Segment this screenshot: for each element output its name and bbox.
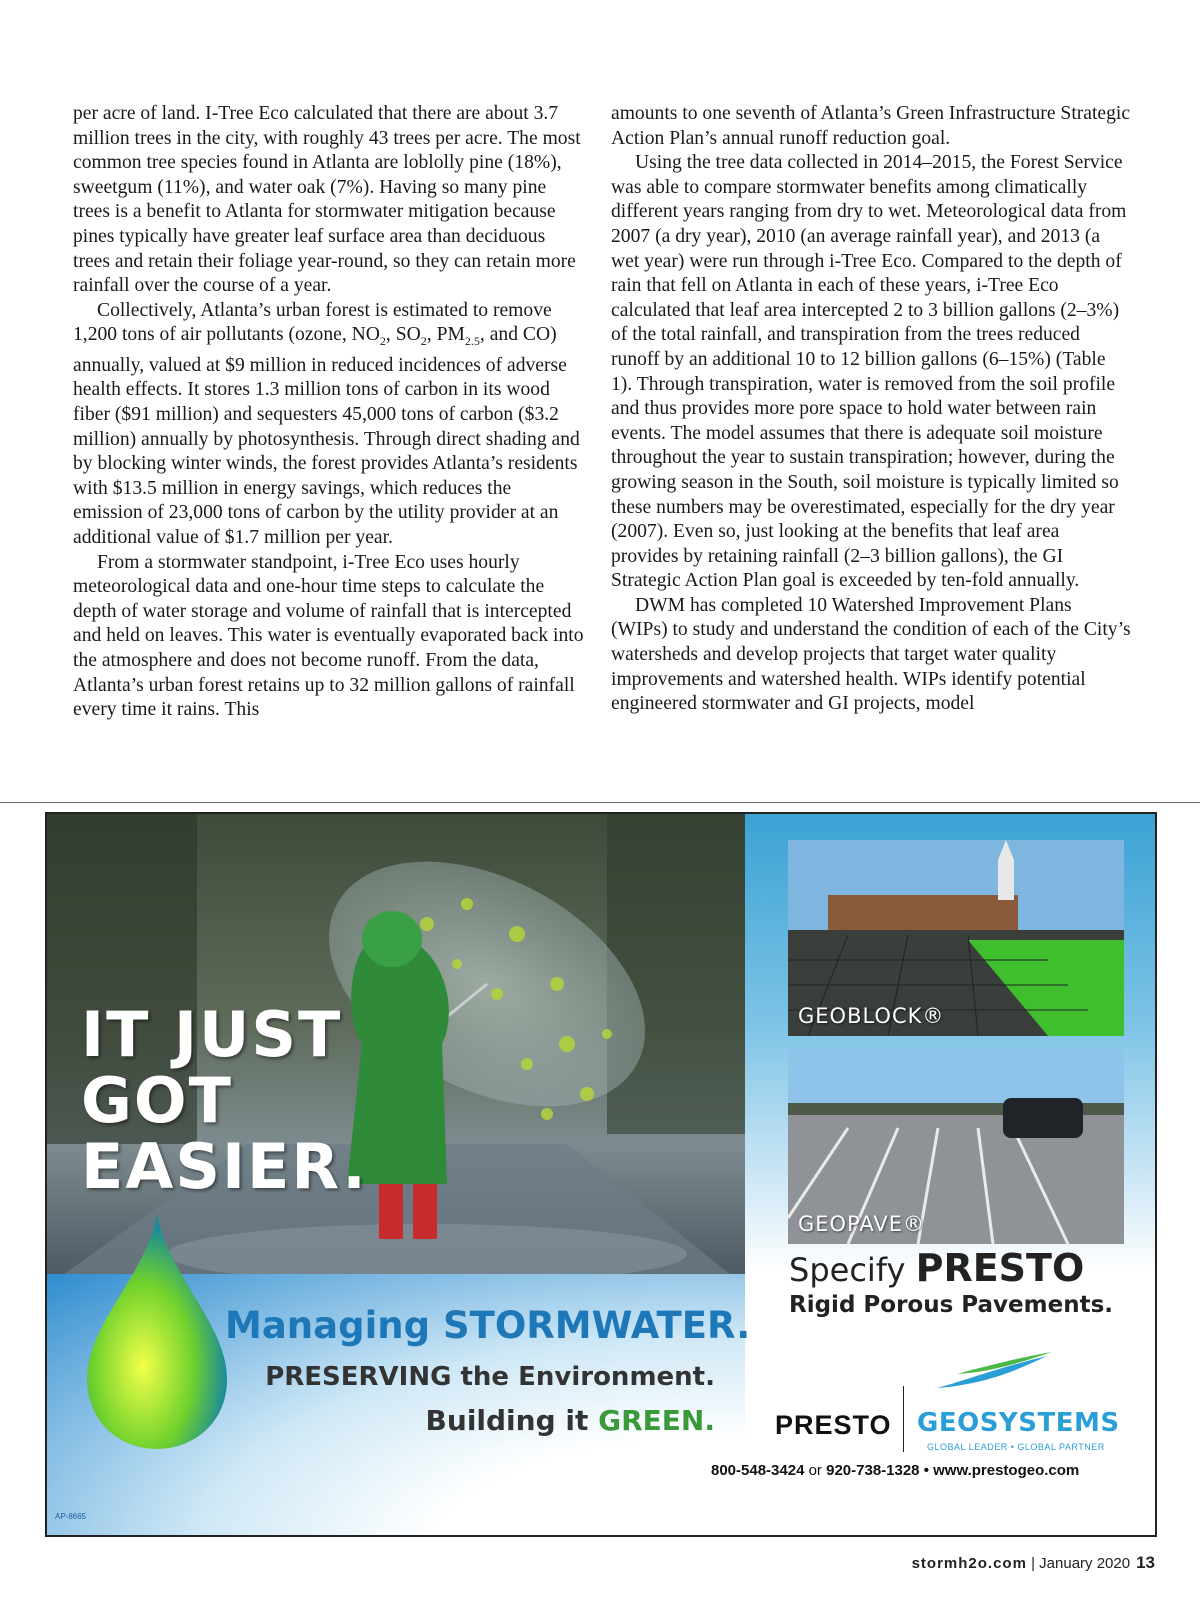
geosystems-slogan: GLOBAL LEADER • GLOBAL PARTNER xyxy=(927,1442,1105,1452)
paragraph: per acre of land. I-Tree Eco calculated that there are about 3.7 million trees in the city, with roughly 43 trees per acre. The most common tree species found in Atlanta are loblolly pine (18%), sweetgum (11%), and water oak (7%). Having so many pine trees is a benefit to Atlanta for stormwater mitigation because pines typically have greater leaf surface area than deciduous trees and retain their foliage year-round, so they can retain more rainfall over the course of a year. xyxy=(73,103,581,297)
text-run: , and CO) annually, valued at $9 million in reduced incidences of adverse health effects. It stores 1.3 million tons of carbon in its wood fiber ($91 million) and sequesters 45,000 tons of carbon ($3.2 million) annually by photosynthesis. Through direct shading and by blocking winter winds, the forest provides Atlanta’s residents with $13.5 million in energy savings, which reduces the emission of 23,000 tons of carbon by the utility provider at an additional value of $1.7 million per year. xyxy=(73,324,580,548)
phone-number[interactable]: 920-738-1328 xyxy=(826,1462,920,1479)
subscript: 2 xyxy=(379,334,386,349)
subscript: 2.5 xyxy=(464,334,480,349)
rigid-porous-pavements-text: Rigid Porous Pavements. xyxy=(789,1292,1113,1318)
specify-presto-heading xyxy=(789,1246,1084,1290)
text-run: , SO xyxy=(385,324,421,346)
specify-text: Specify xyxy=(789,1251,916,1289)
paragraph: From a stormwater standpoint, i-Tree Eco uses hourly meteorological data and one-hour time steps to calculate the depth of water storage and volume of rainfall that is intercepted and held on leaves. This water is eventually evaporated back into the atmosphere and does not become runoff. From the data, Atlanta’s urban forest retains up to 32 million gallons of rainfall every time it rains. This xyxy=(73,551,584,721)
tagline-text: Building it xyxy=(425,1404,599,1437)
phone-number[interactable]: 800-548-3424 xyxy=(711,1462,805,1479)
water-drop-icon xyxy=(77,1214,237,1454)
headline-line: IT JUST xyxy=(81,998,343,1071)
geosystems-swoosh-icon xyxy=(927,1350,1057,1394)
headline-line: GOT xyxy=(81,1064,233,1137)
ad-headline xyxy=(81,998,368,1203)
bullet-separator: • xyxy=(919,1462,934,1479)
geopave-photo xyxy=(788,1048,1124,1244)
geoblock-photo xyxy=(788,840,1124,1036)
paragraph: Using the tree data collected in 2014–2015, the Forest Service was able to compare stormwater benefits among climatically different years ranging from dry to wet. Meteorological data from 2007 (a dry year), 2010 (an average rainfall year), and 2013 (a wet year) were run through i-Tree Eco. Compared to the depth of rain that fell on Atlanta in each of these years, i-Tree Eco calculated that leaf area intercepted 2 to 3 billion gallons (2–3%) of the total rainfall, and transpiration from the trees reduced runoff by an additional 10 to 12 billion gallons (6–15%) (Table 1). Through transpiration, water is removed from the soil profile and thus provides more pore space to hold water between rain events. The model assumes that there is adequate soil moisture throughout the year to sustain transpiration; however, during the growing season in the South, soil moisture is typically limited so these numbers may be overestimated, especially for the dry year (2007). Even so, just looking at the benefits that leaf area provides by retaining rainfall (2–3 billion gallons), the GI Strategic Action Plan goal is exceeded by ten-fold annually. xyxy=(611,152,1127,592)
presto-logo-text: PRESTO xyxy=(775,1410,892,1440)
text-run: , PM xyxy=(426,324,465,346)
specify-brand: PRESTO xyxy=(915,1246,1085,1290)
section-divider xyxy=(0,802,1200,803)
logo-divider xyxy=(903,1386,904,1452)
contact-line xyxy=(711,1462,1079,1479)
advertisement[interactable] xyxy=(45,812,1157,1537)
preserving-environment-tagline: PRESERVING the Environment. xyxy=(265,1362,715,1392)
managing-stormwater-tagline: Managing STORMWATER. xyxy=(225,1304,751,1347)
paragraph: DWM has completed 10 Watershed Improvement Plans (WIPs) to study and understand the condition of each of the City’s watersheds and develop projects that target water quality improvements and watershed health. WIPs identify potential engineered stormwater and GI projects, model xyxy=(611,594,1131,715)
geoblock-label: GEOBLOCK® xyxy=(798,1004,945,1028)
building-green-tagline xyxy=(426,1404,715,1437)
paragraph xyxy=(73,299,585,551)
paragraph: amounts to one seventh of Atlanta’s Green Infrastructure Strategic Action Plan’s annual runoff reduction goal. xyxy=(611,103,1131,149)
headline-line: EASIER. xyxy=(81,1130,368,1203)
or-text: or xyxy=(804,1462,827,1479)
green-word: GREEN. xyxy=(598,1404,715,1437)
website-link[interactable]: www.prestogeo.com xyxy=(933,1462,1080,1479)
geopave-label: GEOPAVE® xyxy=(798,1212,926,1236)
page-number: 13 xyxy=(1136,1553,1155,1572)
page-footer xyxy=(912,1553,1155,1573)
footer-separator: | xyxy=(1026,1555,1040,1572)
geosystems-logo-text: GEOSYSTEMS xyxy=(917,1408,1120,1438)
text-run: Collectively, Atlanta’s urban forest is estimated to remove 1,200 tons of air pollutants (ozone, NO xyxy=(73,299,552,346)
footer-issue-date: January 2020 xyxy=(1039,1555,1131,1572)
subscript: 2 xyxy=(420,334,427,349)
article-left-column xyxy=(73,102,585,723)
ad-code: AP-8665 xyxy=(55,1512,87,1521)
footer-site[interactable]: stormh2o.com xyxy=(911,1555,1027,1572)
article-right-column xyxy=(611,102,1131,717)
